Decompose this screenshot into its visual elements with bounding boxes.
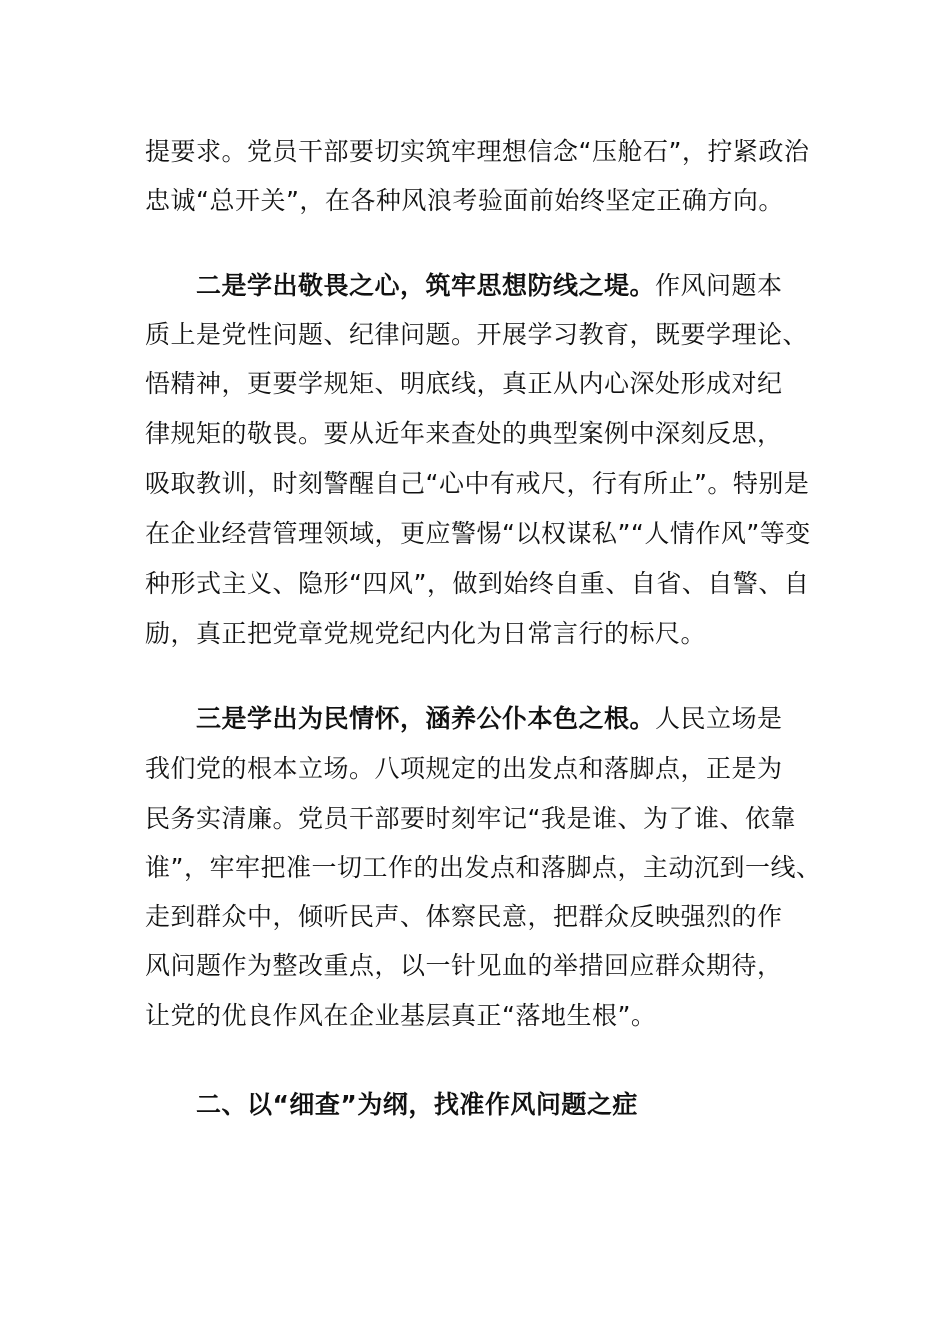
paragraph-3-first-line-text: 人民立场是	[655, 704, 783, 733]
paragraph-3-line-5: 走到群众中，倾听民声、体察民意，把群众反映强烈的作	[145, 902, 783, 931]
paragraph-2-line-4: 律规矩的敬畏。要从近年来查处的典型案例中深刻反思，	[145, 419, 783, 448]
paragraph-2-line-5: 吸取教训，时刻警醒自己“心中有戒尺，行有所止”。特别是	[145, 469, 810, 498]
paragraph-2-line-3: 悟精神，更要学规矩、明底线，真正从内心深处形成对纪	[145, 369, 783, 398]
paragraph-3-first-line	[196, 699, 876, 739]
paragraph-2-line-2: 质上是党性问题、纪律问题。开展学习教育，既要学理论、	[145, 320, 809, 349]
paragraph-3-line-2: 我们党的根本立场。八项规定的出发点和落脚点，正是为	[145, 754, 783, 783]
paragraph-2-line-6: 在企业经营管理领域，更应警惕“以权谋私”“人情作风”等变	[145, 519, 811, 548]
section-heading: 二、以“细查”为纲，找准作风问题之症	[196, 1090, 638, 1119]
paragraph-1-line-2: 忠诚“总开关”，在各种风浪考验面前始终坚定正确方向。	[145, 186, 784, 215]
paragraph-2-first-line-text: 作风问题本	[655, 271, 783, 300]
paragraph-2-first-line	[196, 266, 876, 306]
paragraph-3-line-3: 民务实清廉。党员干部要时刻牢记“我是谁、为了谁、依靠	[145, 804, 796, 833]
paragraph-1-line-1: 提要求。党员干部要切实筑牢理想信念“压舱石”，拧紧政治	[145, 137, 810, 166]
paragraph-3-line-4: 谁”，牢牢把准一切工作的出发点和落脚点，主动沉到一线、	[145, 853, 822, 882]
paragraph-3-line-7: 让党的优良作风在企业基层真正“落地生根”。	[145, 1001, 657, 1030]
paragraph-2-heading: 二是学出敬畏之心，筑牢思想防线之堤。	[196, 271, 656, 300]
paragraph-3-heading: 三是学出为民情怀，涵养公仆本色之根。	[196, 704, 656, 733]
paragraph-2-line-8: 励，真正把党章党规党纪内化为日常言行的标尺。	[145, 619, 707, 648]
paragraph-3-line-6: 风问题作为整改重点，以一针见血的举措回应群众期待，	[145, 951, 783, 980]
paragraph-2-line-7: 种形式主义、隐形“四风”，做到始终自重、自省、自警、自	[145, 569, 810, 598]
